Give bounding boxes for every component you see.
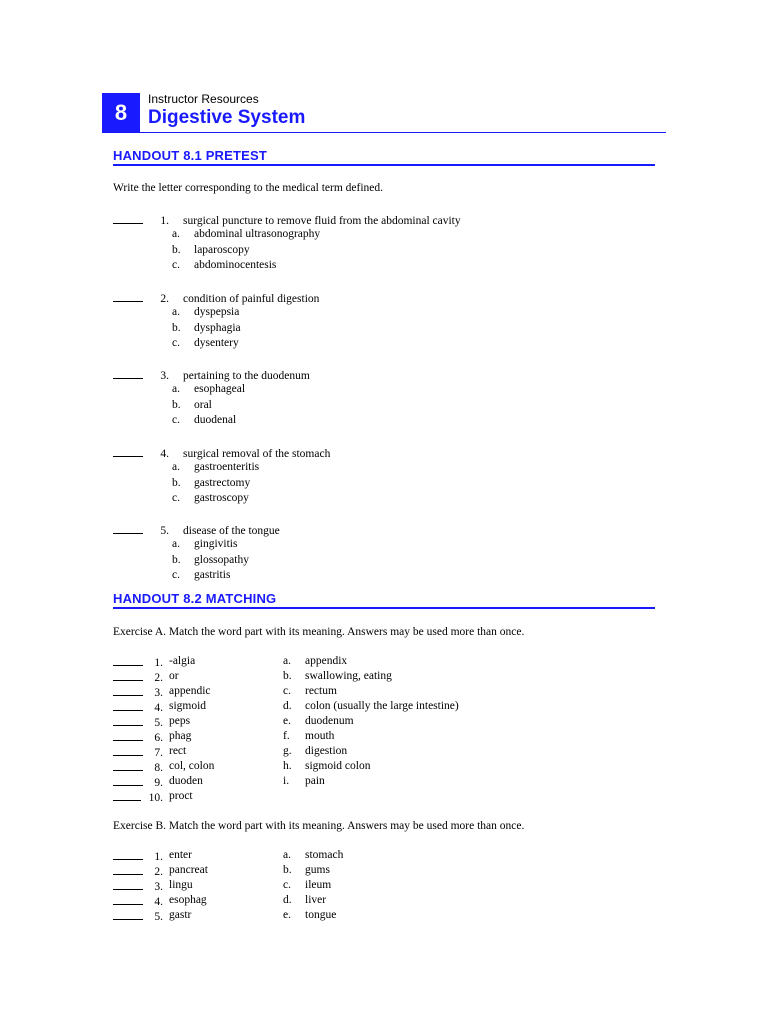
match-row: 2. pancreat b. gums bbox=[113, 863, 673, 878]
match-row: 4. sigmoid d. colon (usually the large intestine) bbox=[113, 699, 673, 714]
answer-blank[interactable] bbox=[113, 522, 143, 534]
pretest-title: HANDOUT 8.1 PRETEST bbox=[113, 148, 268, 163]
question-number: 2. bbox=[160, 293, 169, 305]
match-row: 1. enter a. stomach bbox=[113, 848, 673, 863]
answer-blank[interactable] bbox=[113, 908, 143, 920]
answer-blank[interactable] bbox=[113, 774, 143, 786]
pretest-question bbox=[113, 445, 663, 507]
question-stem: pertaining to the duodenum bbox=[183, 370, 310, 382]
pretest-divider bbox=[113, 164, 655, 166]
exercise-b-list bbox=[113, 848, 673, 923]
question-stem: condition of painful digestion bbox=[183, 293, 320, 305]
option: b. oral bbox=[172, 398, 212, 411]
match-row: 6. phag f. mouth bbox=[113, 729, 673, 744]
match-row: 10. proct bbox=[113, 789, 673, 804]
answer-blank[interactable] bbox=[113, 848, 143, 860]
matching-divider bbox=[113, 607, 655, 609]
pretest-question bbox=[113, 522, 663, 584]
chapter-number-badge: 8 bbox=[102, 93, 140, 133]
option: b. gastrectomy bbox=[172, 476, 251, 489]
option: a. gingivitis bbox=[172, 538, 238, 550]
option: a. gastroenteritis bbox=[172, 461, 260, 473]
pretest-question bbox=[113, 212, 663, 274]
pretest-instructions: Write the letter corresponding to the medical term defined. bbox=[113, 182, 384, 194]
option: b. glossopathy bbox=[172, 553, 249, 566]
answer-blank[interactable] bbox=[113, 669, 143, 681]
header-divider bbox=[140, 132, 666, 133]
match-row: 2. or b. swallowing, eating bbox=[113, 669, 673, 684]
pretest-question bbox=[113, 290, 663, 352]
answer-blank[interactable] bbox=[113, 714, 143, 726]
option: c. gastritis bbox=[172, 569, 231, 581]
option: b. laparoscopy bbox=[172, 243, 250, 256]
match-row: 4. esophag d. liver bbox=[113, 893, 673, 908]
answer-blank[interactable] bbox=[113, 729, 143, 741]
match-row: 7. rect g. digestion bbox=[113, 744, 673, 759]
match-row: 8. col, colon h. sigmoid colon bbox=[113, 759, 673, 774]
question-stem: surgical puncture to remove fluid from the abdominal cavity bbox=[183, 215, 461, 227]
question-number: 5. bbox=[160, 525, 169, 537]
answer-blank[interactable] bbox=[113, 290, 143, 302]
answer-blank[interactable] bbox=[113, 759, 143, 771]
option: c. dysentery bbox=[172, 337, 239, 349]
option: a. dyspepsia bbox=[172, 306, 240, 318]
option: b. dysphagia bbox=[172, 321, 241, 334]
answer-blank[interactable] bbox=[113, 367, 143, 379]
exercise-b-instructions: Exercise B. Match the word part with its meaning. Answers may be used more than once. bbox=[113, 820, 525, 832]
header-kicker: Instructor Resources bbox=[148, 92, 259, 106]
answer-blank[interactable] bbox=[113, 654, 143, 666]
question-number: 1. bbox=[160, 215, 169, 227]
question-number: 4. bbox=[160, 448, 169, 460]
question-number: 3. bbox=[160, 370, 169, 382]
answer-blank[interactable] bbox=[113, 863, 143, 875]
answer-blank[interactable] bbox=[113, 744, 143, 756]
answer-blank[interactable] bbox=[113, 893, 143, 905]
option: a. abdominal ultrasonography bbox=[172, 228, 321, 240]
exercise-a-instructions: Exercise A. Match the word part with its meaning. Answers may be used more than once. bbox=[113, 626, 525, 638]
answer-blank[interactable] bbox=[113, 684, 143, 696]
matching-title: HANDOUT 8.2 MATCHING bbox=[113, 591, 277, 606]
answer-blank[interactable] bbox=[113, 878, 143, 890]
option: a. esophageal bbox=[172, 383, 246, 395]
match-row: 9. duoden i. pain bbox=[113, 774, 673, 789]
question-stem: disease of the tongue bbox=[183, 525, 280, 537]
answer-blank[interactable] bbox=[113, 445, 143, 457]
chapter-title: Digestive System bbox=[148, 107, 306, 128]
match-row: 1. -algia a. appendix bbox=[113, 654, 673, 669]
option: c. abdominocentesis bbox=[172, 259, 277, 271]
match-row: 3. appendic c. rectum bbox=[113, 684, 673, 699]
option: c. gastroscopy bbox=[172, 492, 249, 504]
match-row: 3. lingu c. ileum bbox=[113, 878, 673, 893]
answer-blank[interactable] bbox=[113, 212, 143, 224]
match-row: 5. gastr e. tongue bbox=[113, 908, 673, 923]
question-stem: surgical removal of the stomach bbox=[183, 448, 331, 460]
match-row: 5. peps e. duodenum bbox=[113, 714, 673, 729]
option: c. duodenal bbox=[172, 414, 237, 426]
answer-blank[interactable] bbox=[113, 789, 141, 801]
exercise-a-list bbox=[113, 654, 673, 804]
pretest-question bbox=[113, 367, 663, 429]
answer-blank[interactable] bbox=[113, 699, 143, 711]
